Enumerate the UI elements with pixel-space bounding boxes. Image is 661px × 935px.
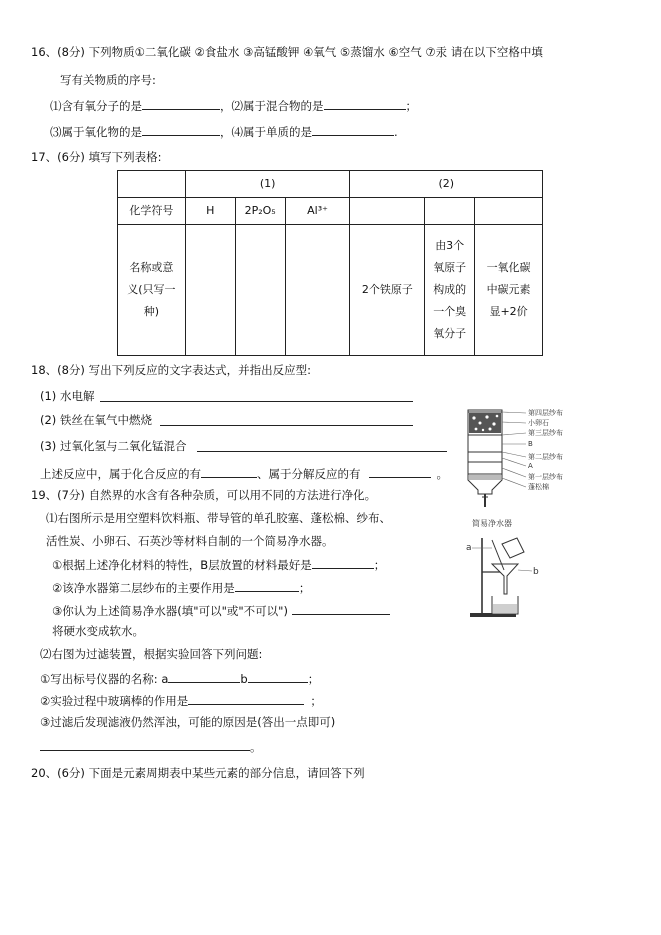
q19-title: 19、(7分) 自然界的水含有各种杂质，可以用不同的方法进行净化。 <box>31 488 377 502</box>
q19-s2-label: ②该净水器第二层纱布的主要作用是 <box>52 581 235 595</box>
filtration-diagram <box>462 534 542 620</box>
q17-co-line: 中碳元素 <box>486 283 531 296</box>
q19-f1-b-blank[interactable] <box>248 670 308 683</box>
q19-s3-label: ③你认为上述简易净水器(填"可以"或"不可以") <box>52 604 288 618</box>
q19-f1-a-blank[interactable] <box>168 670 240 683</box>
q19-f2 <box>40 692 322 709</box>
q16-row1 <box>50 97 417 114</box>
q19-f1-label: ①写出标号仪器的名称: a <box>40 672 169 686</box>
q19-f3: ③过滤后发现滤液仍然浑浊，可能的原因是(答出一点即可) <box>40 715 336 729</box>
q19-f2-end: ； <box>310 694 322 708</box>
q19-f2-blank[interactable] <box>188 692 304 705</box>
q17-ozone-line: 构成的 <box>433 283 467 296</box>
q18-title: 18、(8分) 写出下列反应的文字表达式，并指出反应型: <box>31 363 311 377</box>
purifier-caption: 简易净水器 <box>472 519 512 528</box>
q19-s1-blank[interactable] <box>312 556 374 569</box>
q17-corner <box>118 171 186 198</box>
q19-p3: ⑵右图为过滤装置，根据实验回答下列问题: <box>40 647 263 661</box>
q17-ozone <box>425 225 475 356</box>
q17-cell-blank[interactable] <box>350 198 425 225</box>
purifier-label: 第一层纱布 <box>528 473 563 481</box>
q18-summary-a: 上述反应中，属于化合反应的有 <box>40 467 201 481</box>
q17-co-line: 一氧化碳 <box>486 261 531 274</box>
q17-cell: Al³⁺ <box>285 198 350 225</box>
q17-ozone-line: 一个臭 <box>433 305 467 318</box>
q18-summary-b: 、属于分解反应的有 <box>257 467 361 481</box>
q16-d-end: . <box>394 125 398 139</box>
q17-co <box>475 225 543 356</box>
q16-a-label: ⑴含有氧分子的是 <box>50 99 142 113</box>
q17-co-line: 显+2价 <box>489 305 528 318</box>
q17-ozone-line: 由3个 <box>435 239 465 252</box>
q19-f1-end: ； <box>307 672 320 686</box>
q19-f3-end: 。 <box>250 740 262 754</box>
q19-s2-end: ； <box>298 581 311 595</box>
q17-ozone-line: 氧原子 <box>433 261 467 274</box>
q17-title: 17、(6分) 填写下列表格: <box>31 150 162 164</box>
q17-cell: 2P₂O₅ <box>235 198 285 225</box>
q16-d-blank[interactable] <box>312 123 394 136</box>
q19-s3 <box>52 602 390 619</box>
q18-decomposition-blank[interactable] <box>369 465 431 478</box>
q19-f3-blank[interactable] <box>40 738 250 751</box>
q19-f1-b-label: b <box>240 672 248 686</box>
purifier-label: 第三层纱布 <box>528 429 563 437</box>
q17-row2-head-line: 种) <box>143 305 160 318</box>
q18-item3-blank[interactable] <box>197 451 447 452</box>
q19-p1: ⑴右图所示是用空塑料饮料瓶、带导管的单孔胶塞、蓬松棉、纱布、 <box>46 511 391 525</box>
q17-row2-head <box>118 225 186 356</box>
purifier-label: 第二层纱布 <box>528 453 563 461</box>
q18-combination-blank[interactable] <box>201 465 257 478</box>
q17-iron: 2个铁原子 <box>350 225 425 356</box>
purifier-label: 小卵石 <box>528 419 549 427</box>
q17-table <box>117 170 543 356</box>
q18-item2: (2) 铁丝在氧气中燃烧 <box>40 413 152 427</box>
q19-f1 <box>40 670 319 687</box>
q20-title: 20、(6分) 下面是元素周期表中某些元素的部分信息，请回答下列 <box>31 766 365 780</box>
q16-a-blank[interactable] <box>142 97 220 110</box>
q17-cell-blank[interactable] <box>185 225 235 356</box>
q17-cell-blank[interactable] <box>235 225 285 356</box>
q16-c-blank[interactable] <box>142 123 220 136</box>
water-purifier-diagram <box>460 402 575 532</box>
filter-label-b: b <box>533 567 539 577</box>
q16-b-blank[interactable] <box>324 97 406 110</box>
q19-s2 <box>52 579 310 596</box>
filtration-figure <box>462 534 542 620</box>
q18-summary <box>40 465 448 482</box>
q17-cell-blank[interactable] <box>475 198 543 225</box>
q17-group2: (2) <box>350 171 543 198</box>
q19-s1-end: ； <box>373 558 386 572</box>
q18-item3: (3) 过氧化氢与二氧化锰混合 <box>40 439 187 453</box>
purifier-label: 第四层纱布 <box>528 409 563 417</box>
q19-f2-label: ②实验过程中玻璃棒的作用是 <box>40 694 189 708</box>
water-purifier-figure <box>460 402 575 532</box>
q17-row2-head-line: 义(只写一 <box>127 283 176 296</box>
q17-row1-head: 化学符号 <box>118 198 186 225</box>
q18-item1-blank[interactable] <box>100 401 413 402</box>
q19-s3b: 将硬水变成软水。 <box>52 624 144 638</box>
q17-ozone-line: 氧分子 <box>433 327 467 340</box>
q19-s3-blank[interactable] <box>292 602 390 615</box>
q19-p2: 活性炭、小卵石、石英沙等材料自制的一个简易净水器。 <box>46 534 334 548</box>
purifier-label: A <box>528 462 533 470</box>
q18-item1: (1) 水电解 <box>40 389 95 403</box>
q16-b-end: ； <box>405 99 417 113</box>
q19-f3-answer <box>40 738 262 755</box>
q18-summary-end: 。 <box>436 467 448 481</box>
q16-row2 <box>50 123 398 140</box>
filter-label-a: a <box>466 543 472 553</box>
q17-group1: (1) <box>185 171 350 198</box>
q17-cell: H <box>185 198 235 225</box>
purifier-label: 蓬松棉 <box>528 483 549 491</box>
q16-c-label: ⑶属于氧化物的是 <box>50 125 142 139</box>
q18-item2-blank[interactable] <box>160 425 413 426</box>
q19-s1-label: ①根据上述净化材料的特性，B层放置的材料最好是 <box>52 558 312 572</box>
q17-cell-blank[interactable] <box>425 198 475 225</box>
q19-s1 <box>52 556 385 573</box>
q16-line1: 16、(8分) 下列物质①二氧化碳 ②食盐水 ③高锰酸钾 ④氧气 ⑤蒸馏水 ⑥空气 ⑦汞 请在以下空格中填 <box>31 45 543 59</box>
q17-row2-head-line: 名称或意 <box>129 261 174 274</box>
purifier-label: B <box>528 440 533 448</box>
q16-line2: 写有关物质的序号: <box>60 73 156 87</box>
q16-d-label: ，⑷属于单质的是 <box>220 125 312 139</box>
q17-cell-blank[interactable] <box>285 225 350 356</box>
q19-s2-blank[interactable] <box>235 579 299 592</box>
q16-b-label: ，⑵属于混合物的是 <box>220 99 324 113</box>
